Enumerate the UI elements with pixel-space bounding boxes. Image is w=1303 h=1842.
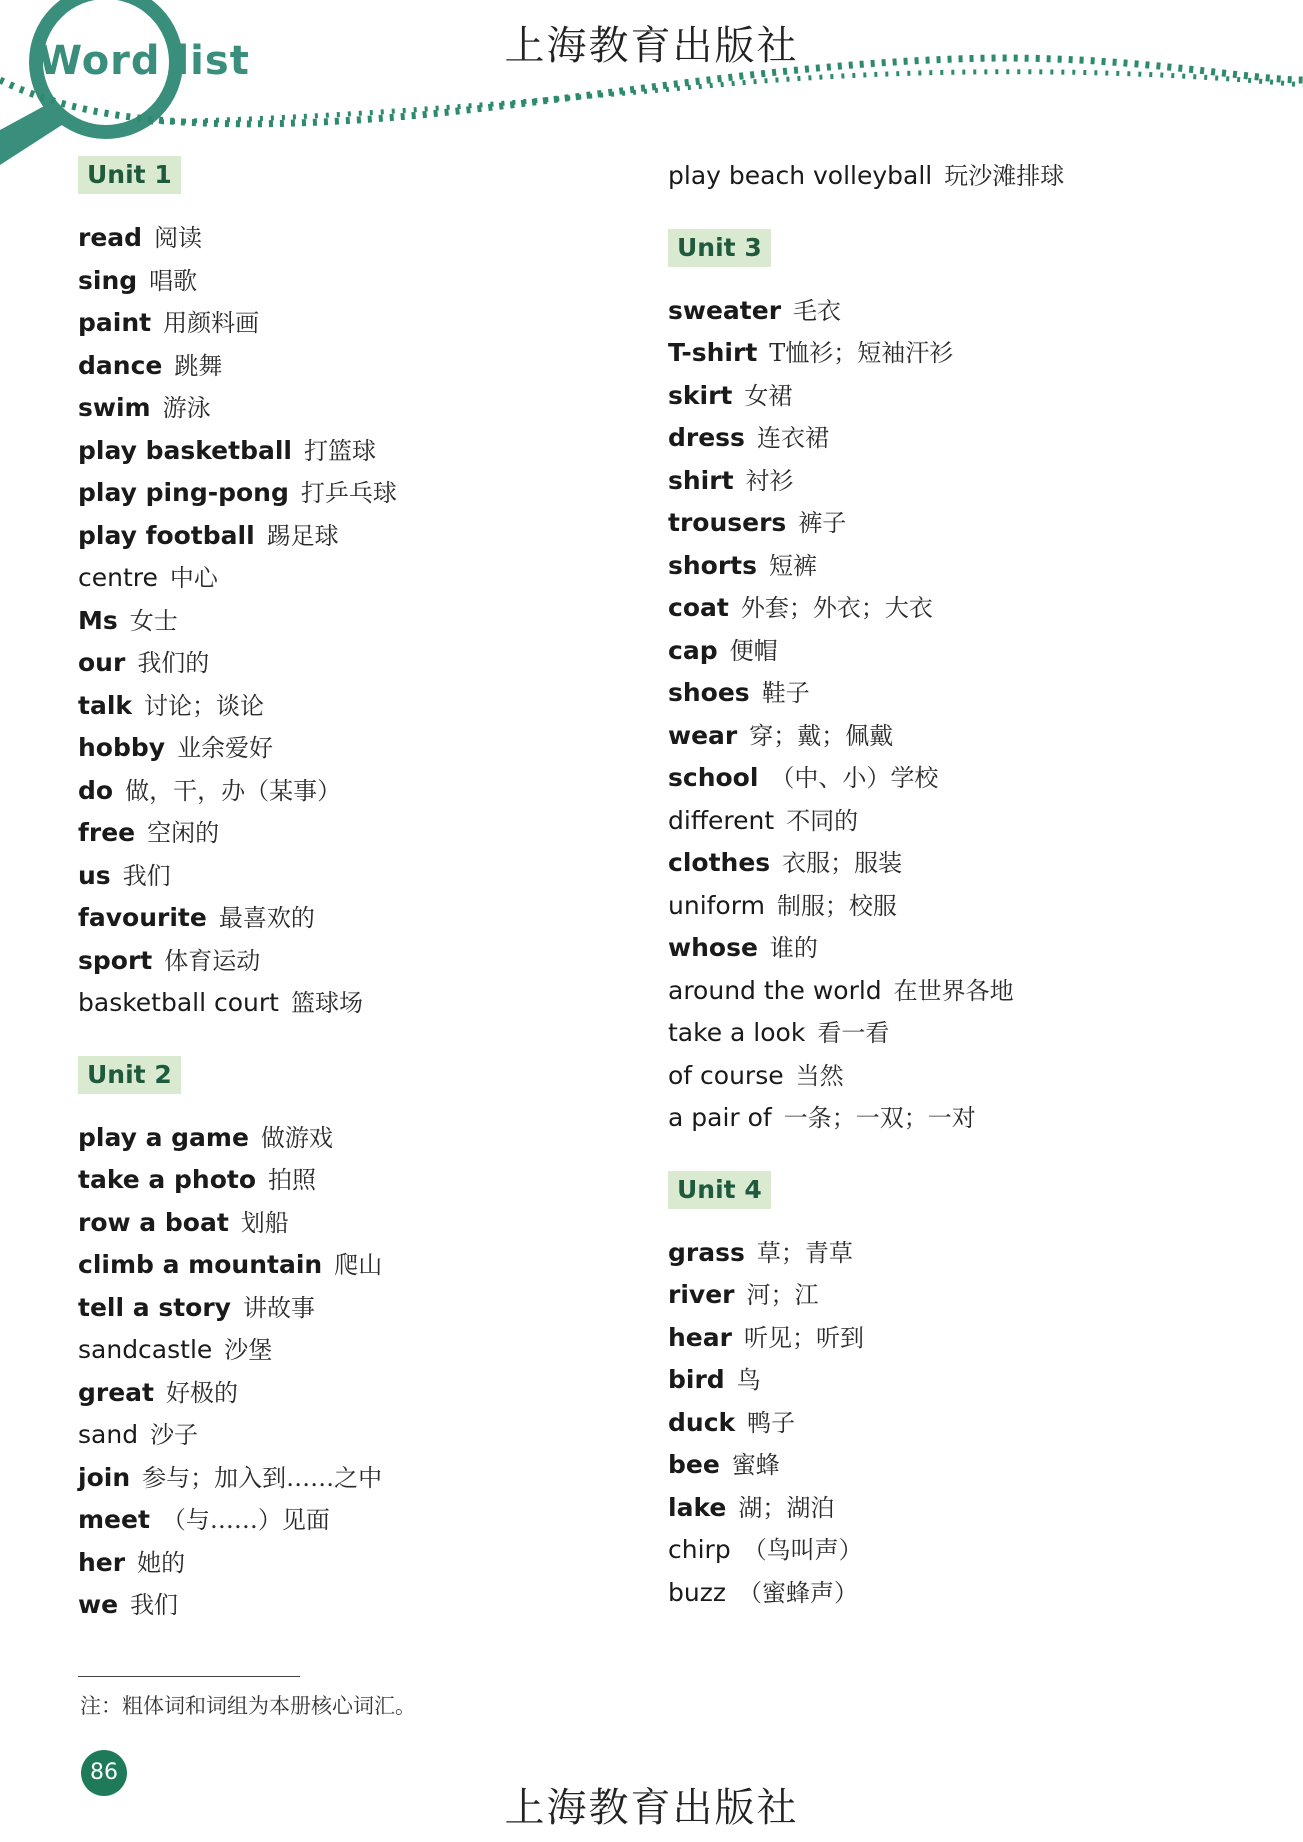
- english-word: tell a story: [78, 1292, 231, 1322]
- english-word: wear: [668, 720, 738, 750]
- word-entry: [668, 758, 938, 798]
- english-word: of course: [668, 1060, 784, 1090]
- english-word: sweater: [668, 295, 782, 325]
- chinese-meaning: 最喜欢的: [218, 904, 315, 932]
- english-word: great: [78, 1377, 155, 1407]
- english-word: shirt: [668, 465, 734, 495]
- chinese-meaning: 阅读: [154, 224, 203, 252]
- word-entry: [78, 388, 211, 428]
- english-word: basketball court: [78, 988, 279, 1017]
- word-entry: [78, 516, 339, 556]
- word-entry: [78, 473, 397, 513]
- chinese-meaning: 衬衫: [745, 466, 794, 495]
- english-word: a pair of: [668, 1103, 772, 1132]
- english-word: favourite: [78, 903, 207, 932]
- chinese-meaning: 爬山: [334, 1251, 383, 1279]
- chinese-meaning: 看一看: [817, 1019, 890, 1047]
- english-word: free: [78, 818, 136, 847]
- english-word: we: [78, 1590, 119, 1619]
- unit-heading: Unit 2: [78, 1056, 181, 1094]
- english-word: take a look: [668, 1018, 806, 1047]
- chinese-meaning: 沙子: [150, 1421, 199, 1449]
- word-entry: [78, 813, 219, 853]
- english-word: bee: [668, 1450, 720, 1479]
- wave-dots-lower: [150, 72, 1303, 122]
- chinese-meaning: 便帽: [729, 636, 778, 665]
- chinese-meaning: 不同的: [786, 806, 859, 835]
- english-word: centre: [78, 563, 158, 592]
- word-entry: [668, 588, 933, 628]
- chinese-meaning: 制服；校服: [776, 891, 897, 920]
- word-entry: [668, 971, 1014, 1011]
- word-entry: [668, 546, 817, 586]
- english-word: sandcastle: [78, 1335, 213, 1364]
- chinese-meaning: 短裤: [769, 551, 818, 580]
- word-entry: [668, 1530, 863, 1570]
- english-word: do: [78, 775, 114, 805]
- word-entry: [78, 1160, 316, 1200]
- chinese-meaning: 她的: [137, 1548, 186, 1577]
- publisher-header: 上海教育出版社: [504, 23, 799, 69]
- chinese-meaning: 裤子: [798, 509, 847, 537]
- english-word: talk: [78, 690, 133, 720]
- chinese-meaning: 好极的: [166, 1378, 239, 1407]
- chinese-meaning: 女士: [129, 606, 178, 635]
- english-word: play beach volleyball: [668, 161, 933, 190]
- chinese-meaning: 我们: [130, 1591, 179, 1619]
- word-entry: [668, 1233, 853, 1273]
- english-word: meet: [78, 1505, 150, 1534]
- chinese-meaning: 连衣裙: [756, 424, 829, 452]
- chinese-meaning: 草；青草: [756, 1238, 853, 1267]
- english-word: sand: [78, 1420, 139, 1449]
- english-word: play football: [78, 520, 255, 550]
- english-word: shorts: [668, 550, 758, 580]
- word-entry: [668, 1318, 864, 1358]
- chinese-meaning: 衣服；服装: [782, 849, 903, 877]
- word-entry: [78, 1415, 198, 1455]
- chinese-meaning: 河；江: [746, 1281, 819, 1309]
- word-entry: [668, 1403, 795, 1443]
- word-entry: [668, 716, 893, 756]
- word-entry: [668, 843, 902, 883]
- word-entry: [78, 983, 363, 1023]
- word-entry: [78, 898, 315, 938]
- chinese-meaning: 跳舞: [174, 351, 223, 380]
- chinese-meaning: 听见；听到: [743, 1323, 864, 1352]
- chinese-meaning: 参与；加入到……之中: [142, 1463, 383, 1492]
- english-word: play a game: [78, 1122, 249, 1152]
- unit-heading: Unit 3: [668, 229, 771, 267]
- chinese-meaning: 毛衣: [793, 296, 842, 325]
- word-entry: [78, 1458, 382, 1498]
- chinese-meaning: 做，干，办（某事）: [125, 776, 342, 805]
- footnote: 注：粗体词和词组为本册核心词汇。: [80, 1694, 416, 1718]
- word-entry: [78, 1543, 185, 1583]
- word-entry: [78, 856, 171, 896]
- english-word: sing: [78, 265, 138, 295]
- word-entry: [668, 376, 792, 416]
- english-word: duck: [668, 1407, 736, 1437]
- english-word: grass: [668, 1237, 745, 1267]
- word-entry: [668, 461, 794, 501]
- word-entry: [78, 218, 202, 258]
- word-entry: [78, 303, 259, 343]
- chinese-meaning: 蜜蜂: [731, 1451, 780, 1479]
- word-entry: [78, 558, 218, 598]
- english-word: row a boat: [78, 1207, 229, 1237]
- chinese-meaning: 鸟: [736, 1366, 761, 1394]
- chinese-meaning: （与……）见面: [161, 1506, 330, 1534]
- english-word: play ping-pong: [78, 478, 289, 507]
- chinese-meaning: 讨论；谈论: [144, 691, 265, 720]
- word-entry: [78, 728, 273, 768]
- unit-heading: Unit 4: [668, 1171, 771, 1209]
- chinese-meaning: 湖；湖泊: [738, 1493, 835, 1522]
- word-entry: [78, 941, 260, 981]
- english-word: coat: [668, 593, 729, 622]
- english-word: dress: [668, 423, 745, 452]
- chinese-meaning: （蜜蜂声）: [737, 1578, 858, 1607]
- chinese-meaning: （中、小）学校: [770, 764, 939, 792]
- chinese-meaning: 讲故事: [242, 1293, 315, 1322]
- word-entry: [668, 1056, 844, 1096]
- page-number-badge: 86: [81, 1750, 127, 1796]
- chinese-meaning: T恤衫；短袖汗衫: [769, 339, 954, 367]
- note-divider: [78, 1676, 300, 1677]
- chinese-meaning: 中心: [169, 564, 218, 592]
- publisher-footer: 上海教育出版社: [504, 1785, 799, 1831]
- chinese-meaning: 打篮球: [303, 436, 376, 465]
- english-word: different: [668, 805, 775, 835]
- english-word: climb a mountain: [78, 1250, 323, 1279]
- word-entry: [668, 291, 841, 331]
- english-word: clothes: [668, 848, 771, 877]
- word-entry: [78, 1585, 178, 1625]
- chinese-meaning: 外套；外衣；大衣: [740, 594, 933, 622]
- chinese-meaning: （鸟叫声）: [742, 1536, 863, 1564]
- word-entry: [668, 1573, 858, 1613]
- english-word: shoes: [668, 678, 750, 707]
- word-list-logo: Word list: [38, 38, 250, 84]
- chinese-meaning: 谁的: [769, 934, 818, 962]
- english-word: skirt: [668, 380, 733, 410]
- word-entry: [668, 631, 778, 671]
- chinese-meaning: 拍照: [268, 1166, 317, 1194]
- chinese-meaning: 体育运动: [164, 946, 261, 975]
- english-word: lake: [668, 1492, 727, 1522]
- word-entry: [668, 1098, 976, 1138]
- english-word: uniform: [668, 890, 765, 920]
- word-entry: [78, 1373, 238, 1413]
- english-word: us: [78, 860, 111, 890]
- word-entry: [668, 673, 810, 713]
- word-entry: [78, 1500, 330, 1540]
- word-entry: [78, 771, 341, 811]
- word-entry: [668, 1445, 780, 1485]
- word-entry: [668, 156, 1064, 196]
- word-entry: [78, 643, 209, 683]
- chinese-meaning: 一条；一双；一对: [783, 1104, 976, 1132]
- chinese-meaning: 空闲的: [147, 819, 220, 847]
- word-entry: [668, 1360, 761, 1400]
- english-word: trousers: [668, 508, 787, 537]
- english-word: paint: [78, 308, 152, 337]
- english-word: river: [668, 1280, 735, 1309]
- chinese-meaning: 打乒乓球: [300, 479, 397, 507]
- word-entry: [668, 418, 829, 458]
- chinese-meaning: 沙堡: [224, 1336, 273, 1364]
- word-entry: [668, 928, 818, 968]
- english-word: cap: [668, 635, 718, 665]
- chinese-meaning: 业余爱好: [177, 734, 274, 762]
- chinese-meaning: 踢足球: [266, 521, 339, 550]
- english-word: chirp: [668, 1535, 731, 1564]
- english-word: hobby: [78, 733, 166, 762]
- english-word: play basketball: [78, 435, 292, 465]
- chinese-meaning: 划船: [240, 1208, 289, 1237]
- chinese-meaning: 鞋子: [761, 679, 810, 707]
- word-entry: [78, 1245, 382, 1285]
- chinese-meaning: 鸭子: [747, 1408, 796, 1437]
- word-entry: [78, 346, 222, 386]
- chinese-meaning: 我们的: [137, 649, 210, 677]
- word-entry: [78, 601, 178, 641]
- english-word: school: [668, 763, 759, 792]
- english-word: dance: [78, 350, 163, 380]
- word-entry: [78, 261, 197, 301]
- unit-heading: Unit 1: [78, 156, 181, 194]
- english-word: hear: [668, 1322, 732, 1352]
- english-word: whose: [668, 933, 758, 962]
- chinese-meaning: 玩沙滩排球: [944, 162, 1065, 190]
- word-entry: [668, 1275, 818, 1315]
- chinese-meaning: 做游戏: [260, 1123, 333, 1152]
- chinese-meaning: 唱歌: [149, 266, 198, 295]
- chinese-meaning: 女裙: [744, 381, 793, 410]
- word-entry: [668, 1013, 889, 1053]
- english-word: bird: [668, 1365, 725, 1394]
- english-word: sport: [78, 945, 153, 975]
- english-word: her: [78, 1547, 126, 1577]
- english-word: our: [78, 648, 126, 677]
- english-word: Ms: [78, 605, 118, 635]
- word-entry: [78, 1330, 272, 1370]
- word-entry: [668, 801, 858, 841]
- word-entry: [668, 333, 953, 373]
- english-word: read: [78, 223, 143, 252]
- chinese-meaning: 我们: [122, 861, 171, 890]
- word-entry: [78, 1203, 289, 1243]
- word-entry: [78, 686, 264, 726]
- word-entry: [668, 886, 897, 926]
- chinese-meaning: 穿；戴；佩戴: [749, 721, 894, 750]
- word-entry: [668, 1488, 834, 1528]
- chinese-meaning: 篮球场: [290, 989, 363, 1017]
- english-word: around the world: [668, 975, 882, 1005]
- word-entry: [78, 1118, 333, 1158]
- word-entry: [78, 431, 376, 471]
- english-word: take a photo: [78, 1165, 257, 1194]
- chinese-meaning: 游泳: [162, 394, 211, 422]
- word-entry: [668, 503, 846, 543]
- word-entry: [78, 1288, 315, 1328]
- chinese-meaning: 当然: [795, 1061, 844, 1090]
- chinese-meaning: 用颜料画: [163, 309, 260, 337]
- chinese-meaning: 在世界各地: [893, 976, 1014, 1005]
- english-word: buzz: [668, 1577, 726, 1607]
- english-word: join: [78, 1462, 131, 1492]
- english-word: swim: [78, 393, 151, 422]
- english-word: T-shirt: [668, 338, 758, 367]
